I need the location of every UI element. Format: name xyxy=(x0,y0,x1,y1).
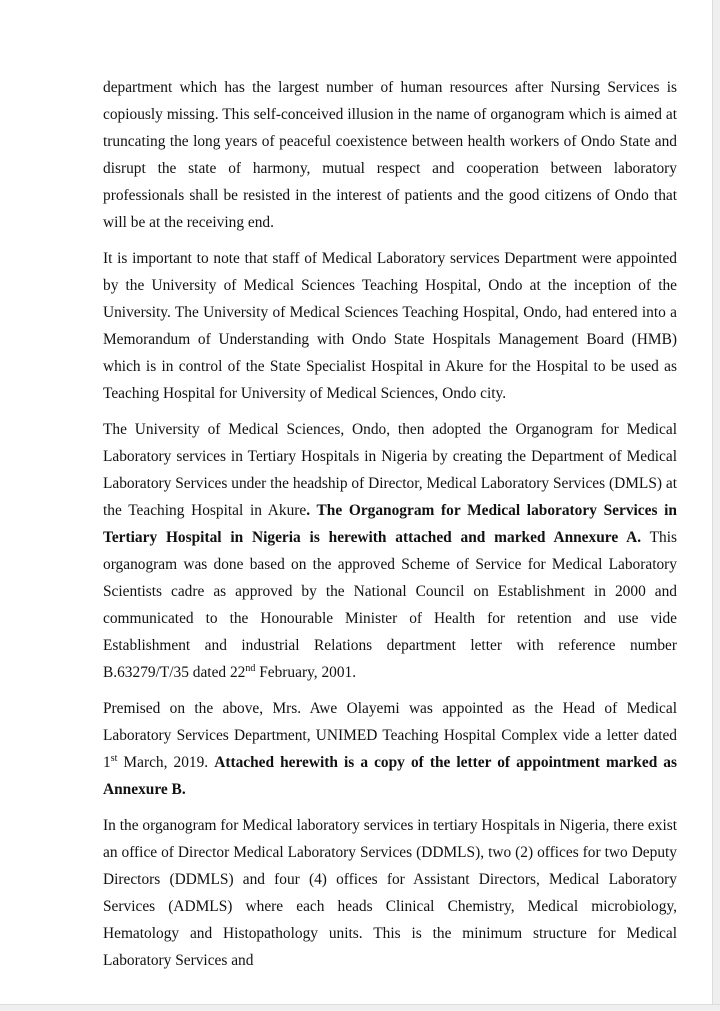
paragraph-3-date-end: February, 2001. xyxy=(255,664,357,681)
paragraph-3 xyxy=(103,416,677,686)
paragraph-5-text: In the organogram for Medical laboratory services in tertiary Hospitals in Nigeria, there exist an office of Director Medical Laboratory Services (DDMLS), two (2) offices for two Deputy Directors (DDMLS) and four (4) offices for Assistant Directors, Medical Laboratory Services (ADMLS) where each heads Clinical Chemistry, Medical microbiology, Hematology and Histopathology units. This is the minimum structure for Medical Laboratory Services and xyxy=(103,817,677,969)
paragraph-1 xyxy=(103,74,677,236)
paragraph-1-text: department which has the largest number of human resources after Nursing Services is copiously missing. This self-conceived illusion in the name of organogram which is aimed at truncating the long years of peaceful coexistence between health workers of Ondo State and disrupt the state of harmony, mutual respect and cooperation between laboratory professionals shall be resisted in the interest of patients and the good citizens of Ondo that will be at the receiving end. xyxy=(103,79,677,231)
page-edge-right xyxy=(712,0,713,1004)
ordinal-suffix: nd xyxy=(245,662,256,674)
paragraph-4 xyxy=(103,695,677,803)
paragraph-5 xyxy=(103,812,677,974)
ordinal-suffix: st xyxy=(110,752,118,764)
paragraph-4-text: Premised on the above, Mrs. Awe Olayemi was appointed as the Head of Medical Laboratory Services Department, UNIMED Teaching Hospital Complex vide a letter dated 1 xyxy=(103,700,677,771)
paragraph-2 xyxy=(103,245,677,407)
paragraph-4-date-end: March, 2019. xyxy=(117,754,215,771)
paragraph-3-continuation: This organogram was done based on the approved Scheme of Service for Medical Laboratory Scientists cadre as approved by the National Council on Establishment in 2000 and communicated to the Honourable Minister of Health for retention and use vide Establishment and industrial Relations department letter with reference number B.63279/T/35 dated 22 xyxy=(103,529,677,681)
annexure-b-statement: Attached herewith is a copy of the letter of appointment marked as Annexure B. xyxy=(103,754,677,798)
paragraph-2-text: It is important to note that staff of Medical Laboratory services Department were appointed by the University of Medical Sciences Teaching Hospital, Ondo at the inception of the University. The University of Medical Sciences Teaching Hospital, Ondo, had entered into a Memorandum of Understanding with Ondo State Hospitals Management Board (HMB) which is in control of the State Specialist Hospital in Akure for the Hospital to be used as Teaching Hospital for University of Medical Sciences, Ondo city. xyxy=(103,250,677,402)
annexure-a-statement: . The Organogram for Medical laboratory Services in Tertiary Hospital in Nigeria is herewith attached and marked Annexure A. xyxy=(103,502,677,546)
page-edge-bottom xyxy=(0,1004,720,1005)
paragraph-3-text: The University of Medical Sciences, Ondo, then adopted the Organogram for Medical Laboratory services in Tertiary Hospitals in Nigeria by creating the Department of Medical Laboratory Services under the headship of Director, Medical Laboratory Services (DMLS) at the Teaching Hospital in Akure xyxy=(103,421,677,519)
